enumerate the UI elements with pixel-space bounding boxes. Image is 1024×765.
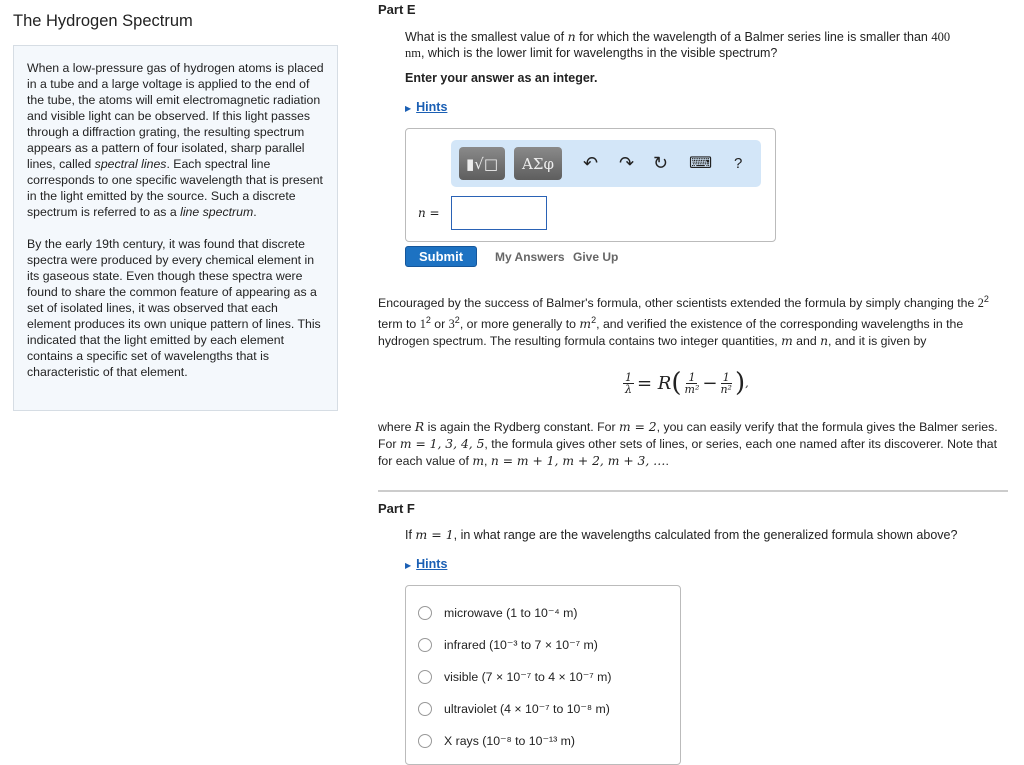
give-up-link[interactable]: Give Up [573,250,619,264]
choices-box [405,585,681,765]
answer-instruction: Enter your answer as an integer. [405,71,598,85]
rydberg-formula: $\frac{1}{\lambda}$ = R ( $\frac{1}{\text{m²}}$ − $\frac{1}{\text{n²}}$ ) , [625,368,749,398]
explanation-paragraph-2: where R is again the Rydberg constant. For m = 2, you can easily verify that the formula gives the Balmer series. For m = 1, 3, 4, 5, the formula gives other sets of lines, or series, each one named after its discoverer. Note that for each value of m, n = m + 1, m + 2, m + 3, …. [378,420,998,468]
part-e-question: What is the smallest value of n for which the wavelength of a Balmer series line is smaller than 400 nm, which is the lower limit for wavelengths in the visible spectrum? [405,29,951,60]
input-label: n = [418,206,440,220]
my-answers-link[interactable]: My Answers [495,250,565,264]
part-e-hints-link[interactable]: ▶ Hints [405,100,448,114]
radio-button[interactable] [418,606,432,620]
answer-input[interactable] [451,196,547,230]
greek-symbols-button[interactable]: ΑΣφ [514,147,562,180]
intro-paragraph-1: When a low-pressure gas of hydrogen atoms is placed in a tube and a large voltage is applied to the end of the tube, the atoms will emit electromagnetic radiation and visible light can be observed. If this light passes through a diffraction grating, the resulting spectrum appears as a pattern of four isolated, sharp parallel lines, called spectral lines. Each spectral line corresponds to one specific wavelength that is present in the light emitted by the source. Such a discrete spectrum is referred to as a line spectrum. [27,61,324,219]
radio-button[interactable] [418,670,432,684]
reset-icon[interactable]: ↻ [653,153,669,173]
part-f-hints-link[interactable]: ▶ Hints [405,557,448,571]
radio-button[interactable] [418,638,432,652]
intro-paragraph-2: By the early 19th century, it was found that discrete spectra were produced by every chemical element in its gaseous state. Even though these spectra were found to share the common feature of appearing as a set of isolated lines, it was observed that each element produces its own unique pattern of lines. This indicated that the light emitted by each element contains a specific set of wavelengths that is characteristic of that element. [27,237,321,379]
explanation-paragraph: Encouraged by the success of Balmer's formula, other scientists extended the formula by simply changing the $2^2$ term to $1^2$ or $3^2$, or more generally to $m^2$, and verified the existence of the corresponding wavelengths in the hydrogen spectrum. The resulting formula contains two integer quantities, m and n, and it is given by [378,294,989,349]
choice-x-rays[interactable]: X rays (10⁻⁸ to 10⁻¹³ m) [418,734,575,748]
redo-icon[interactable]: ↷ [619,153,635,173]
expand-triangle-icon: ▶ [405,104,412,113]
part-f-title: Part F [378,501,415,516]
part-e-title: Part E [378,2,416,17]
templates-button[interactable]: ▮√□ [459,147,505,180]
answer-box [405,128,776,242]
choice-infrared[interactable]: infrared (10⁻³ to 7 × 10⁻⁷ m) [418,638,598,652]
intro-panel [13,45,338,411]
part-f-question: If m = 1, in what range are the wavelengths calculated from the generalized formula shown above? [405,527,958,542]
page-title: The Hydrogen Spectrum [13,12,193,30]
undo-icon[interactable]: ↶ [583,153,599,173]
help-icon[interactable]: ? [734,155,743,172]
keyboard-icon[interactable]: ⌨ [689,155,713,172]
choice-visible[interactable]: visible (7 × 10⁻⁷ to 4 × 10⁻⁷ m) [418,670,611,684]
math-toolbar [451,140,761,187]
choice-ultraviolet[interactable]: ultraviolet (4 × 10⁻⁷ to 10⁻⁸ m) [418,702,610,716]
choice-microwave[interactable]: microwave (1 to 10⁻⁴ m) [418,606,577,620]
submit-button[interactable]: Submit [405,246,477,267]
expand-triangle-icon: ▶ [405,561,412,570]
radio-button[interactable] [418,702,432,716]
section-divider [378,490,1008,492]
radio-button[interactable] [418,734,432,748]
